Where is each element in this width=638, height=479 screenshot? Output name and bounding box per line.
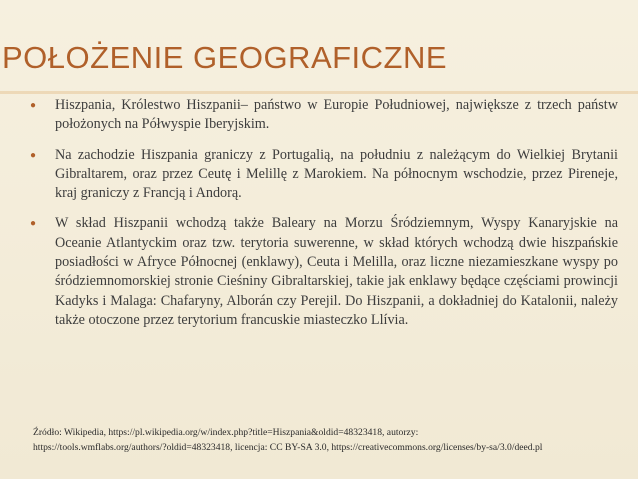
bullet-item [28, 214, 618, 330]
source-line: Źródło: Wikipedia, https://pl.wikipedia.org/w/index.php?title=Hiszpania&oldid=48323418, autorzy: [33, 427, 419, 438]
source-attribution [33, 425, 623, 455]
title-accent-line [0, 91, 638, 94]
bullet-text: Hiszpania, Królestwo Hiszpanii– państwo w Europie Południowej, największe z trzech państw położonych na Półwyspie Iberyjskim. [55, 97, 618, 133]
slide-title: POŁOŻENIE GEOGRAFICZNE [2, 40, 448, 75]
bullet-list [28, 96, 618, 341]
bullet-marker-icon: ● [30, 149, 37, 161]
source-line: https://tools.wmflabs.org/authors/?oldid=48323418, licencja: CC BY-SA 3.0, https://creativecommons.org/licenses/by-sa/3.0/deed.pl [33, 442, 543, 453]
bullet-text: W skład Hiszpanii wchodzą także Baleary na Morzu Śródziemnym, Wyspy Kanaryjskie na Oceanie Atlantyckim oraz tzw. terytoria suwerenne, w skład których wchodzą dwie hiszpańskie posiadłości w Afryce Północnej (enklawy), Ceuta i Melilla, oraz liczne niezamieszkane wyspy po śródziemnomorskiej stronie Cieśniny Gibraltarskiej, takie jak enklawy będące częściami prowincji Kadyks i Malaga: Chafaryny, Alborán czy Perejil. Do Hiszpanii, a dokładniej do Katalonii, należy także otoczone przez terytorium francuskie miasteczko Llívia. [55, 215, 618, 328]
bullet-item [28, 146, 618, 204]
bullet-marker-icon: ● [30, 218, 37, 230]
bullet-marker-icon: ● [30, 100, 37, 111]
bullet-item [28, 96, 618, 135]
bullet-text: Na zachodzie Hiszpania graniczy z Portugalią, na południu z należącym do Wielkiej Brytanii Gibraltarem, oraz przez Ceutę i Melillę z Marokiem. Na północnym wschodzie, przez Pireneje, kraj graniczy z Francją i Andorą. [55, 146, 618, 202]
